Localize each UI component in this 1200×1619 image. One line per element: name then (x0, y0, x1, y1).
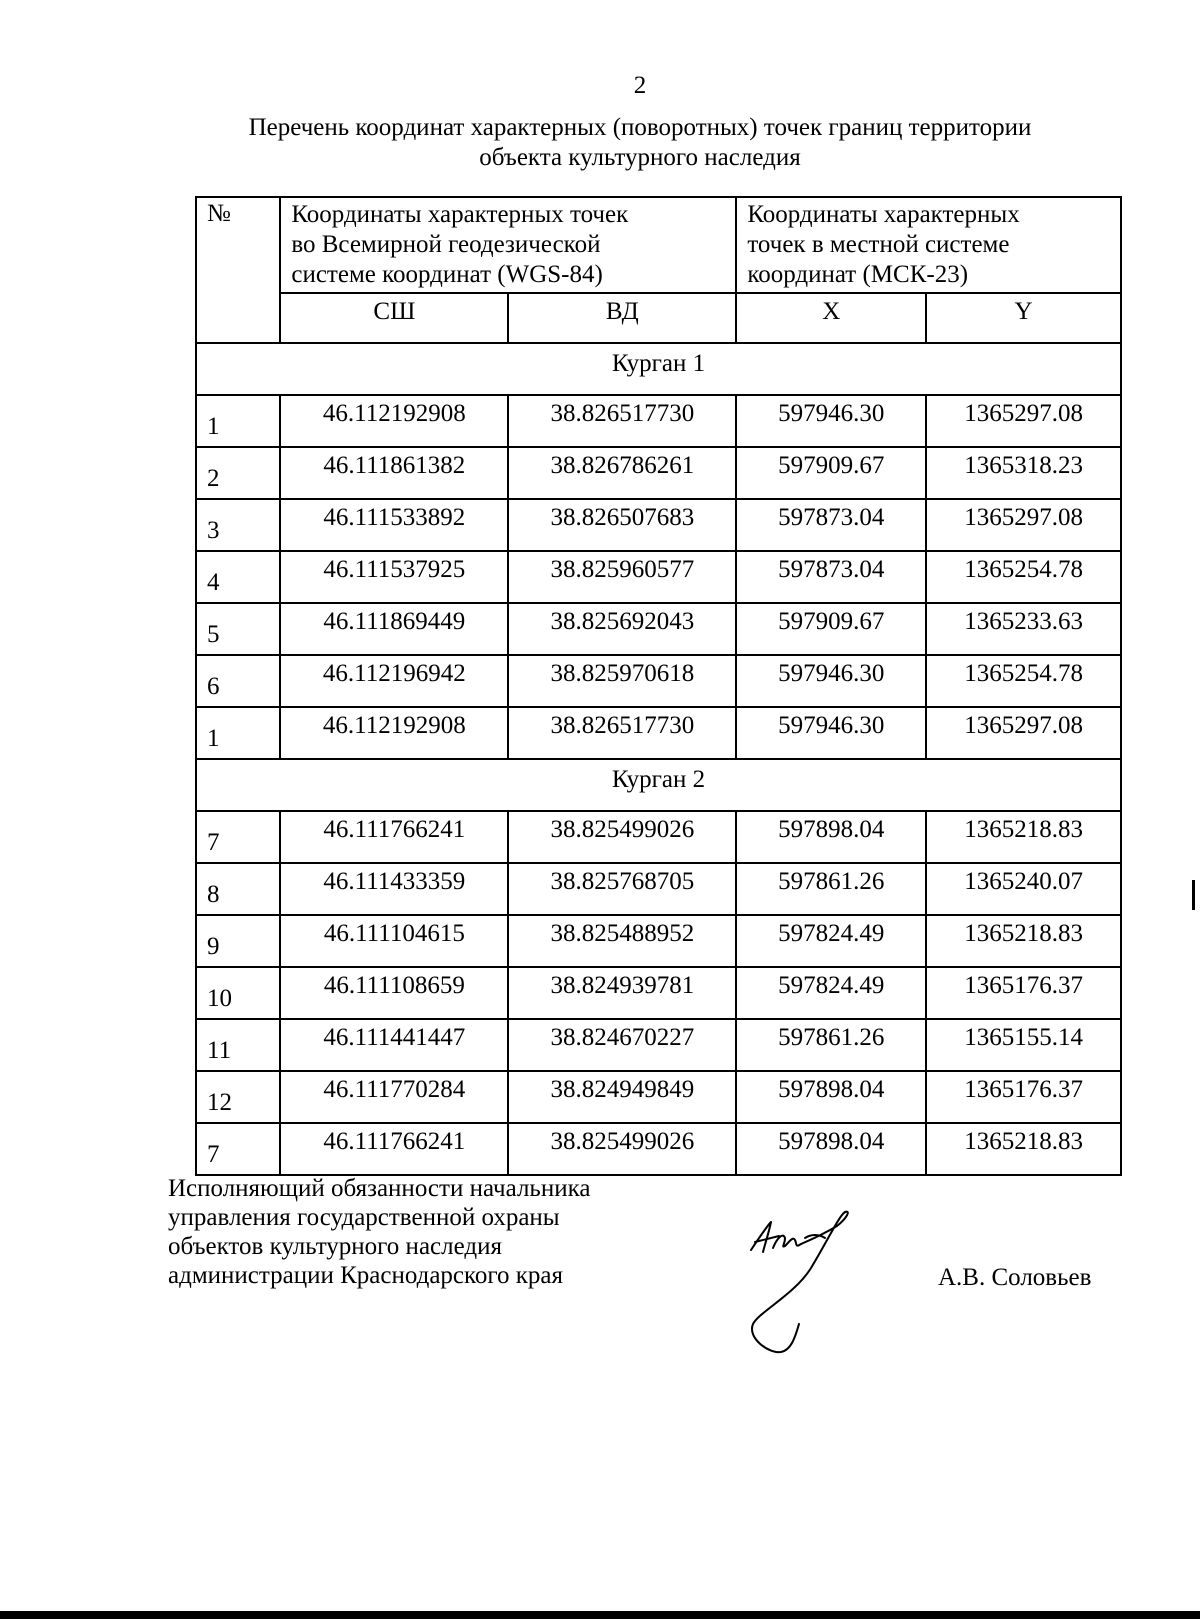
header-lat: СШ (280, 293, 508, 343)
latitude-cell: 46.111104615 (280, 915, 508, 967)
x-coordinate-cell: 597909.67 (736, 447, 926, 499)
point-number: 7 (196, 1123, 280, 1175)
table-row (196, 811, 1121, 863)
point-number: 9 (196, 915, 280, 967)
longitude-cell: 38.826517730 (508, 395, 736, 447)
table-row (196, 1123, 1121, 1175)
table-row (196, 447, 1121, 499)
longitude-cell: 38.825970618 (508, 655, 736, 707)
x-coordinate-cell: 597909.67 (736, 603, 926, 655)
signatory-position-line2: управления государственной охраны (168, 1204, 560, 1231)
table-body (196, 343, 1121, 1175)
longitude-cell: 38.824949849 (508, 1071, 736, 1123)
latitude-cell: 46.111441447 (280, 1019, 508, 1071)
longitude-cell: 38.824670227 (508, 1019, 736, 1071)
handwritten-signature-icon (745, 1208, 885, 1368)
latitude-cell: 46.111537925 (280, 551, 508, 603)
point-number: 7 (196, 811, 280, 863)
longitude-cell: 38.825692043 (508, 603, 736, 655)
section-row (196, 759, 1121, 811)
y-coordinate-cell: 1365297.08 (926, 499, 1121, 551)
x-coordinate-cell: 597824.49 (736, 915, 926, 967)
title-line-1: Перечень координат характерных (поворотных) точек границ территории (248, 114, 1032, 141)
header-x: X (736, 293, 926, 343)
longitude-cell: 38.826517730 (508, 707, 736, 759)
point-number: 4 (196, 551, 280, 603)
table-row (196, 395, 1121, 447)
table-row (196, 499, 1121, 551)
point-number: 2 (196, 447, 280, 499)
y-coordinate-cell: 1365254.78 (926, 655, 1121, 707)
y-coordinate-cell: 1365318.23 (926, 447, 1121, 499)
x-coordinate-cell: 597898.04 (736, 811, 926, 863)
x-coordinate-cell: 597873.04 (736, 551, 926, 603)
latitude-cell: 46.111766241 (280, 811, 508, 863)
longitude-cell: 38.824939781 (508, 967, 736, 1019)
table-row (196, 551, 1121, 603)
y-coordinate-cell: 1365297.08 (926, 395, 1121, 447)
document-title (0, 113, 1200, 173)
header-wgs84-line1: Координаты характерных точек (291, 201, 629, 228)
point-number: 3 (196, 499, 280, 551)
longitude-cell: 38.825499026 (508, 811, 736, 863)
signatory-position-line1: Исполняющий обязанности начальника (168, 1175, 591, 1202)
table-row (196, 863, 1121, 915)
section-title: Курган 1 (196, 343, 1121, 395)
latitude-cell: 46.111861382 (280, 447, 508, 499)
point-number: 1 (196, 395, 280, 447)
latitude-cell: 46.111770284 (280, 1071, 508, 1123)
x-coordinate-cell: 597946.30 (736, 655, 926, 707)
header-msk23-line3: координат (МСК-23) (747, 261, 969, 288)
header-lon: ВД (508, 293, 736, 343)
point-number: 11 (196, 1019, 280, 1071)
table-row (196, 967, 1121, 1019)
table-row (196, 915, 1121, 967)
point-number: 5 (196, 603, 280, 655)
point-number: 12 (196, 1071, 280, 1123)
title-line-2: объекта культурного наследия (479, 144, 801, 171)
point-number: 6 (196, 655, 280, 707)
signatory-position (168, 1174, 590, 1290)
y-coordinate-cell: 1365218.83 (926, 1123, 1121, 1175)
header-wgs84 (280, 197, 736, 293)
x-coordinate-cell: 597946.30 (736, 707, 926, 759)
latitude-cell: 46.111766241 (280, 1123, 508, 1175)
latitude-cell: 46.112192908 (280, 707, 508, 759)
longitude-cell: 38.825768705 (508, 863, 736, 915)
section-title: Курган 2 (196, 759, 1121, 811)
table-row (196, 1071, 1121, 1123)
latitude-cell: 46.112196942 (280, 655, 508, 707)
latitude-cell: 46.111433359 (280, 863, 508, 915)
header-msk23 (736, 197, 1121, 293)
longitude-cell: 38.825499026 (508, 1123, 736, 1175)
y-coordinate-cell: 1365240.07 (926, 863, 1121, 915)
table-row (196, 707, 1121, 759)
page-number: 2 (633, 72, 647, 99)
point-number: 8 (196, 863, 280, 915)
longitude-cell: 38.826507683 (508, 499, 736, 551)
x-coordinate-cell: 597824.49 (736, 967, 926, 1019)
table-row (196, 603, 1121, 655)
y-coordinate-cell: 1365233.63 (926, 603, 1121, 655)
point-number: 1 (196, 707, 280, 759)
x-coordinate-cell: 597861.26 (736, 1019, 926, 1071)
latitude-cell: 46.112192908 (280, 395, 508, 447)
x-coordinate-cell: 597898.04 (736, 1123, 926, 1175)
y-coordinate-cell: 1365297.08 (926, 707, 1121, 759)
latitude-cell: 46.111533892 (280, 499, 508, 551)
table-row (196, 1019, 1121, 1071)
x-coordinate-cell: 597898.04 (736, 1071, 926, 1123)
header-msk23-line1: Координаты характерных (747, 201, 1020, 228)
header-y: Y (926, 293, 1121, 343)
header-number: № (196, 197, 280, 343)
header-wgs84-line2: во Всемирной геодезической (291, 231, 601, 258)
x-coordinate-cell: 597873.04 (736, 499, 926, 551)
y-coordinate-cell: 1365155.14 (926, 1019, 1121, 1071)
y-coordinate-cell: 1365176.37 (926, 967, 1121, 1019)
header-wgs84-line3: системе координат (WGS-84) (291, 261, 603, 288)
longitude-cell: 38.825488952 (508, 915, 736, 967)
latitude-cell: 46.111869449 (280, 603, 508, 655)
y-coordinate-cell: 1365218.83 (926, 915, 1121, 967)
table-row (196, 655, 1121, 707)
x-coordinate-cell: 597861.26 (736, 863, 926, 915)
scan-bottom-edge (0, 1611, 1200, 1619)
y-coordinate-cell: 1365218.83 (926, 811, 1121, 863)
latitude-cell: 46.111108659 (280, 967, 508, 1019)
scan-edge-mark (1192, 880, 1195, 910)
signatory-position-line4: администрации Краснодарского края (168, 1262, 564, 1289)
coordinates-table (195, 196, 1122, 1176)
section-row (196, 343, 1121, 395)
x-coordinate-cell: 597946.30 (736, 395, 926, 447)
signatory-name: А.В. Соловьев (938, 1264, 1092, 1291)
point-number: 10 (196, 967, 280, 1019)
longitude-cell: 38.825960577 (508, 551, 736, 603)
y-coordinate-cell: 1365176.37 (926, 1071, 1121, 1123)
y-coordinate-cell: 1365254.78 (926, 551, 1121, 603)
header-msk23-line2: точек в местной системе (747, 231, 1010, 258)
longitude-cell: 38.826786261 (508, 447, 736, 499)
signatory-position-line3: объектов культурного наследия (168, 1233, 502, 1260)
